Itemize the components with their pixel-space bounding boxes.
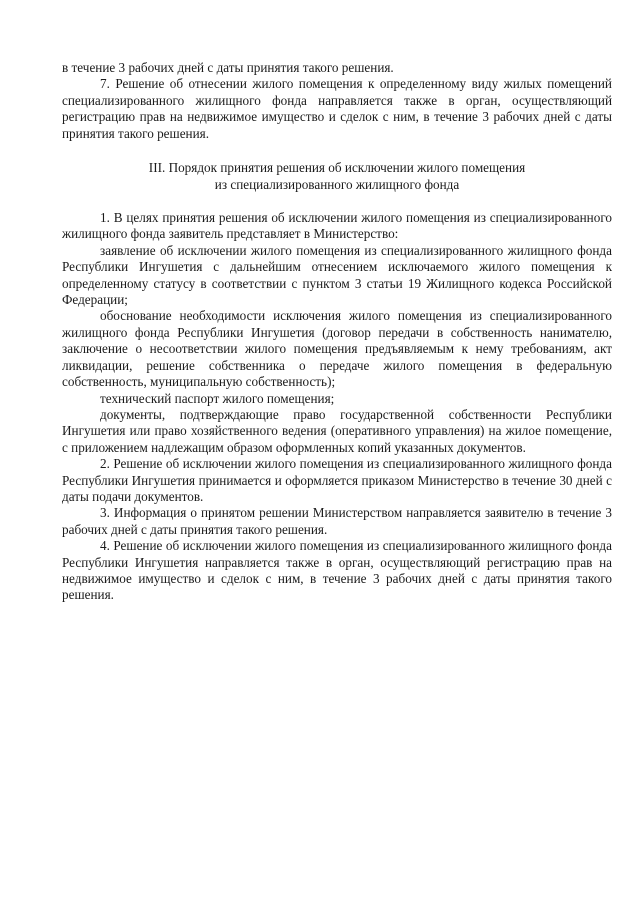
list-item-application: заявление об исключении жилого помещения из специализированного жилищного фонда Республики Ингушетия с дальнейшим отнесением исключаемого жилого помещения к определенному статусу в соответствии с пунктом 3 статьи 19 Жилищного кодекса Российской Федерации; [62, 242, 612, 308]
paragraph-2: 2. Решение об исключении жилого помещения из специализированного жилищного фонда Республики Ингушетия принимается и оформляется приказом Министерство в течение 30 дней с даты подачи документов. [62, 456, 612, 504]
list-item-technical-passport: технический паспорт жилого помещения; [100, 390, 335, 406]
paragraph-7: 7. Решение об отнесении жилого помещения к определенному виду жилых помещений специализированного жилищного фонда направляется также в орган, осуществляющий регистрацию прав на недвижимое имущество и сделок с ним, в течение 3 рабочих дней с даты принятия такого решения. [62, 76, 612, 141]
paragraph-1: 1. В целях принятия решения об исключении жилого помещения из специализированного жилищного фонда заявитель представляет в Министерство: [62, 210, 612, 242]
paragraph-3: 3. Информация о принятом решении Министерством направляется заявителю в течение 3 рабочих дней с даты принятия такого решения. [62, 505, 612, 537]
list-item-justification: обоснование необходимости исключения жилого помещения из специализированного жилищного фонда Республики Ингушетия (договор передачи в собственность нанимателю, заключение о несоответствии жилого помещения предъявляемым к нему требованиям, акт ликвидации, решение собственника о передаче жилого помещения в федеральную собственность, муниципальную собственность); [62, 308, 612, 390]
section-heading [62, 159, 612, 193]
section-heading-line-2: из специализированного жилищного фонда [214, 177, 460, 193]
section-heading-line-1: III. Порядок принятия решения об исключении жилого помещения [148, 160, 526, 176]
paragraph-4: 4. Решение об исключении жилого помещения из специализированного жилищного фонда Республики Ингушетия направляется также в орган, осуществляющий регистрацию прав на недвижимое имущество и сделок с ним, в течение 3 рабочих дней с даты принятия такого решения. [62, 538, 612, 603]
paragraph-continuation: в течение 3 рабочих дней с даты принятия такого решения. [62, 60, 394, 75]
document-body [62, 60, 612, 604]
list-item-documents: документы, подтверждающие право государственной собственности Республики Ингушетия или право хозяйственного ведения (оперативного управления) на жилое помещение, с приложением надлежащим образом оформленных копий указанных документов. [62, 406, 612, 455]
